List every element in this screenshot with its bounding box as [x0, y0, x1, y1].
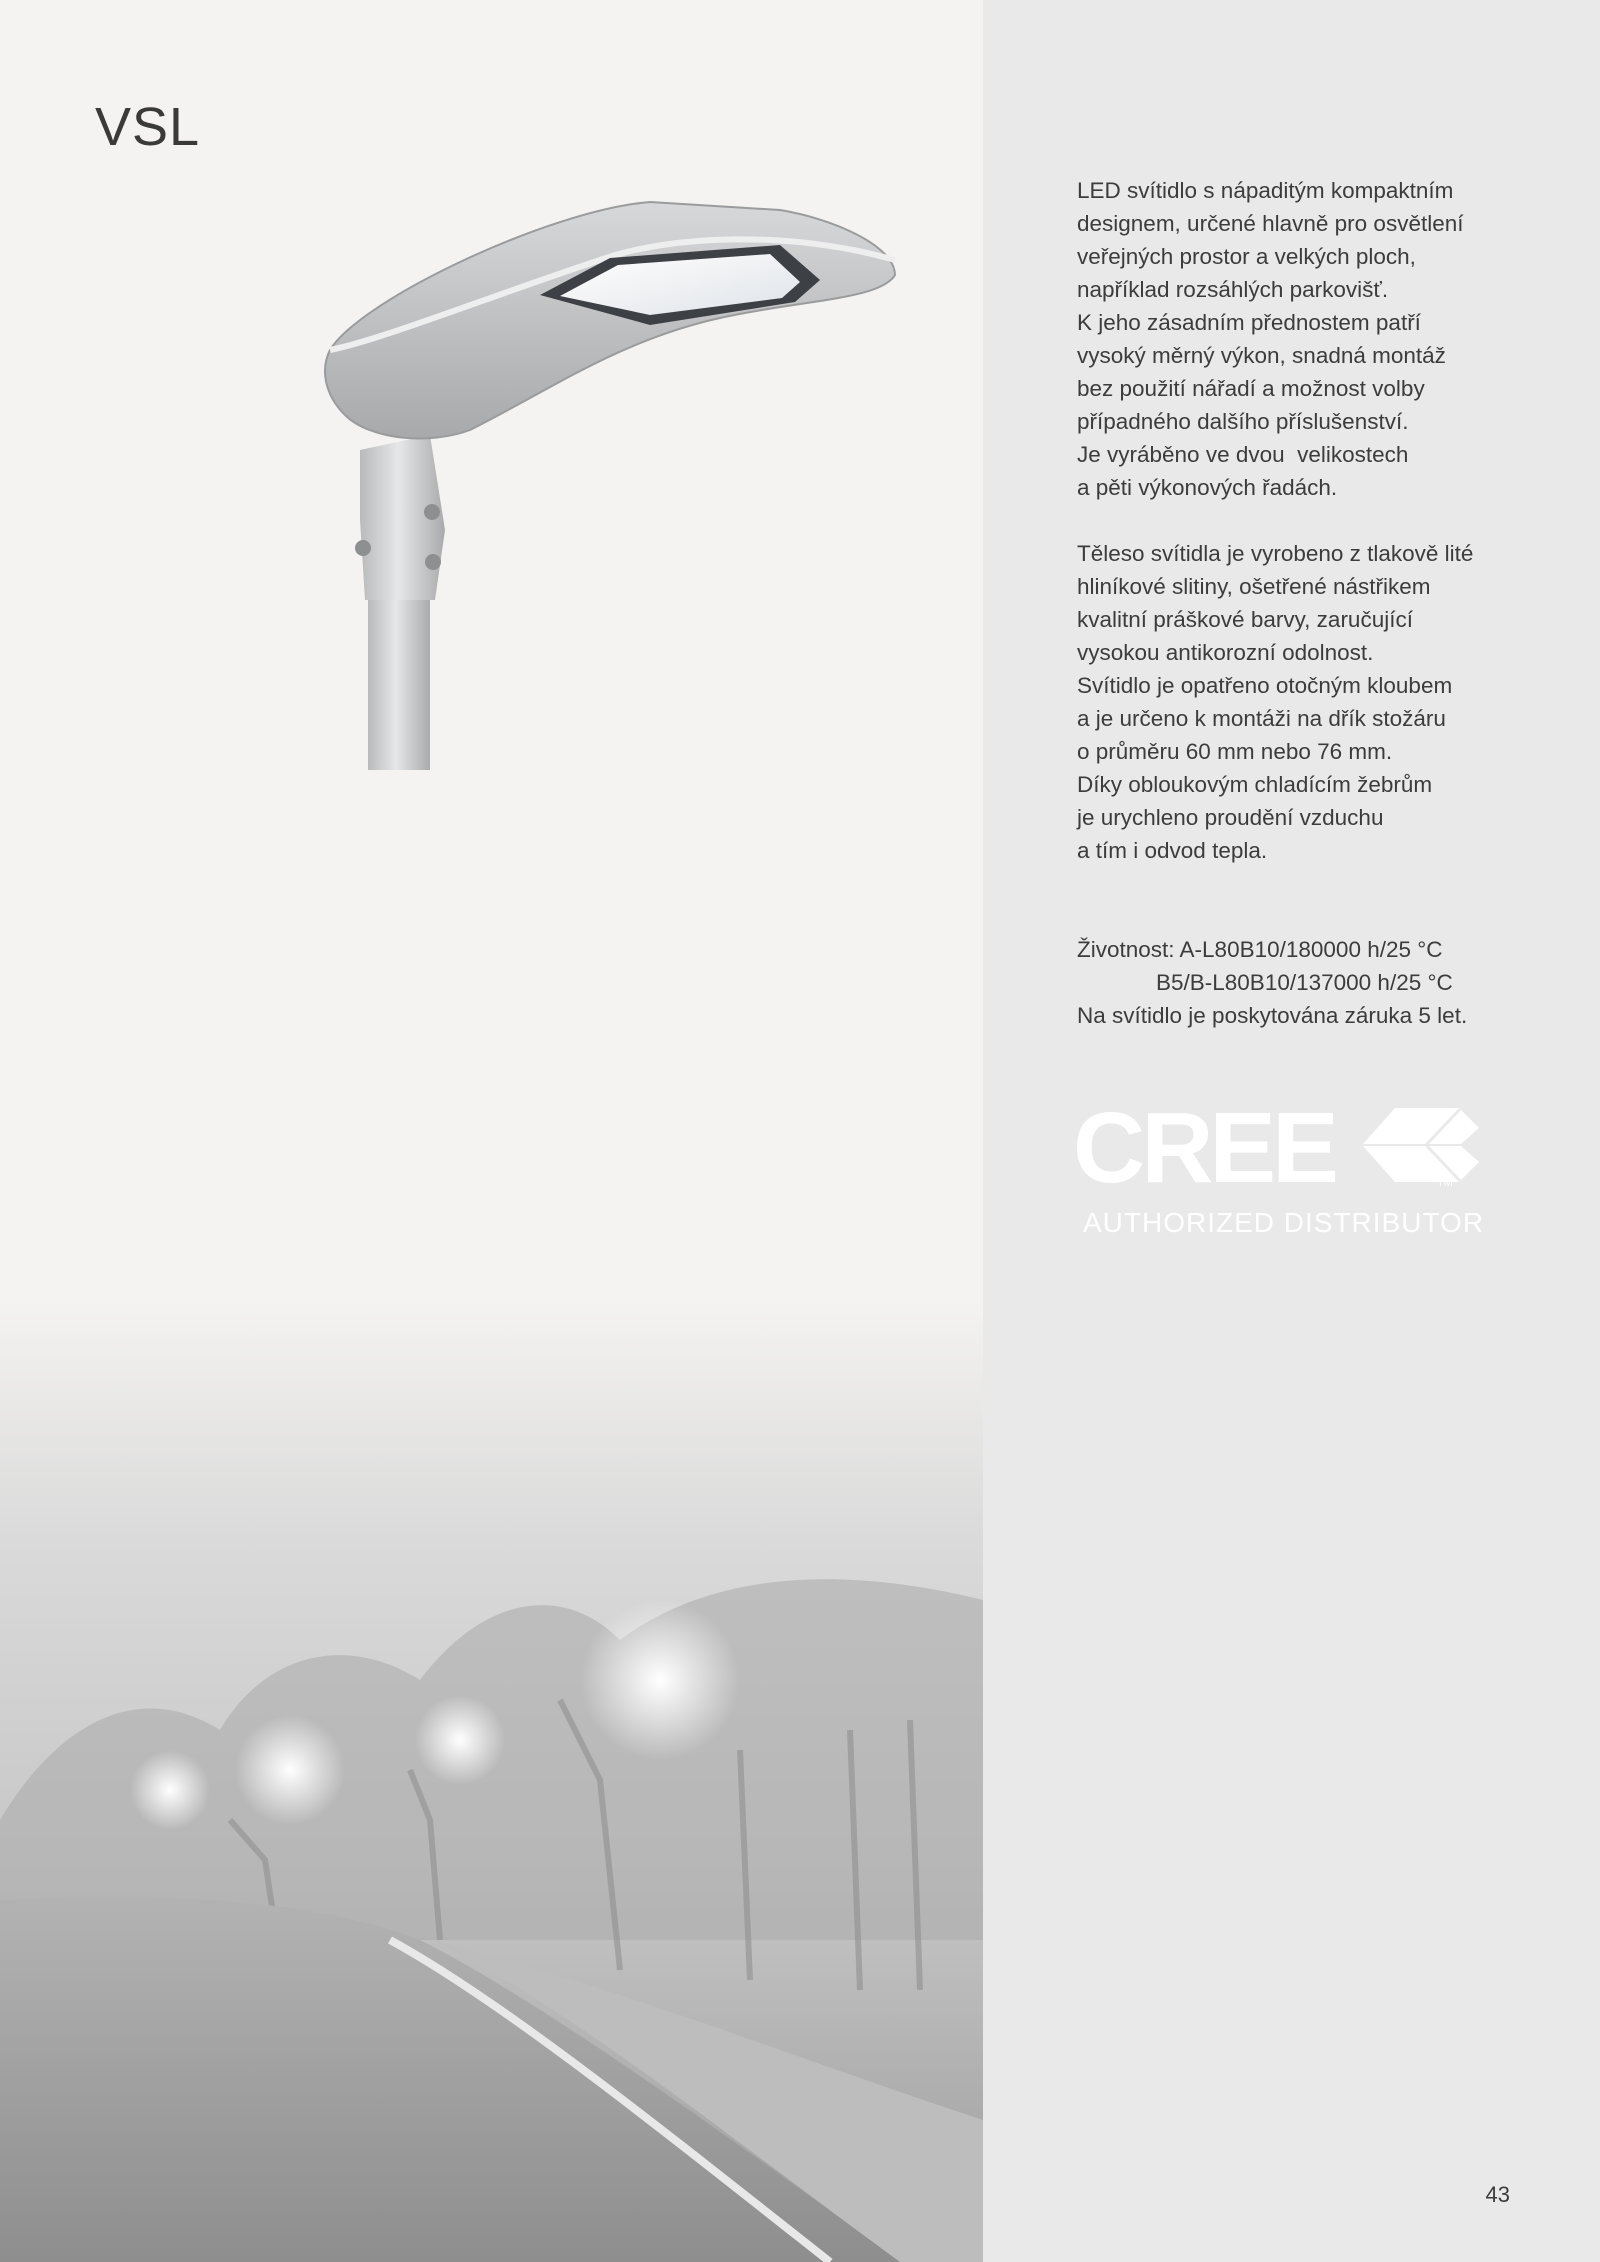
description-line: je urychleno proudění vzduchu	[1077, 805, 1384, 830]
description-line: K jeho zásadním přednostem patří	[1077, 310, 1421, 335]
street-lamp-image	[320, 190, 910, 770]
description-line: bez použití nářadí a možnost volby	[1077, 376, 1425, 401]
description-line: LED svítidlo s nápaditým kompaktním	[1077, 178, 1454, 203]
logo-brand: CREE	[1073, 1100, 1335, 1204]
description-line: hliníkové slitiny, ošetřené nástřikem	[1077, 574, 1431, 599]
logo-trademark: TM	[1437, 1177, 1453, 1189]
description-column	[1077, 174, 1557, 1032]
page-number: 43	[1485, 2182, 1510, 2207]
description-line: například rozsáhlých parkovišť.	[1077, 277, 1389, 302]
description-line: vysokou antikorozní odolnost.	[1077, 640, 1374, 665]
warranty-line: Na svítidlo je poskytována záruka 5 let.	[1077, 1003, 1468, 1028]
description-line: designem, určené hlavně pro osvětlení	[1077, 211, 1464, 236]
description-line: o průměru 60 mm nebo 76 mm.	[1077, 739, 1393, 764]
description-line: vysoký měrný výkon, snadná montáž	[1077, 343, 1446, 368]
description-line: a pěti výkonových řadách.	[1077, 475, 1338, 500]
description-line: veřejných prostor a velkých ploch,	[1077, 244, 1416, 269]
description-line: Svítidlo je opatřeno otočným kloubem	[1077, 673, 1453, 698]
lamp-housing	[325, 202, 895, 438]
cree-chevron-icon	[1363, 1108, 1479, 1182]
page-title: VSL	[95, 97, 201, 157]
cree-logo	[1073, 1100, 1513, 1250]
lifetime-line: Životnost: A-L80B10/180000 h/25 °C	[1077, 937, 1443, 962]
description-line: Je vyráběno ve dvou velikostech	[1077, 442, 1409, 467]
description-line: Díky obloukovým chladícím žebrům	[1077, 772, 1433, 797]
description-line: a je určeno k montáži na dřík stožáru	[1077, 706, 1446, 731]
lifetime-line: B5/B-L80B10/137000 h/25 °C	[1156, 970, 1453, 995]
description-line: kvalitní práškové barvy, zaručující	[1077, 607, 1413, 632]
description-line: a tím i odvod tepla.	[1077, 838, 1268, 863]
description-line: případného dalšího příslušenství.	[1077, 409, 1409, 434]
foggy-road-image	[0, 1300, 983, 2262]
description-line: Těleso svítidla je vyrobeno z tlakově lité	[1077, 541, 1474, 566]
logo-tagline: AUTHORIZED DISTRIBUTOR	[1083, 1207, 1485, 1238]
